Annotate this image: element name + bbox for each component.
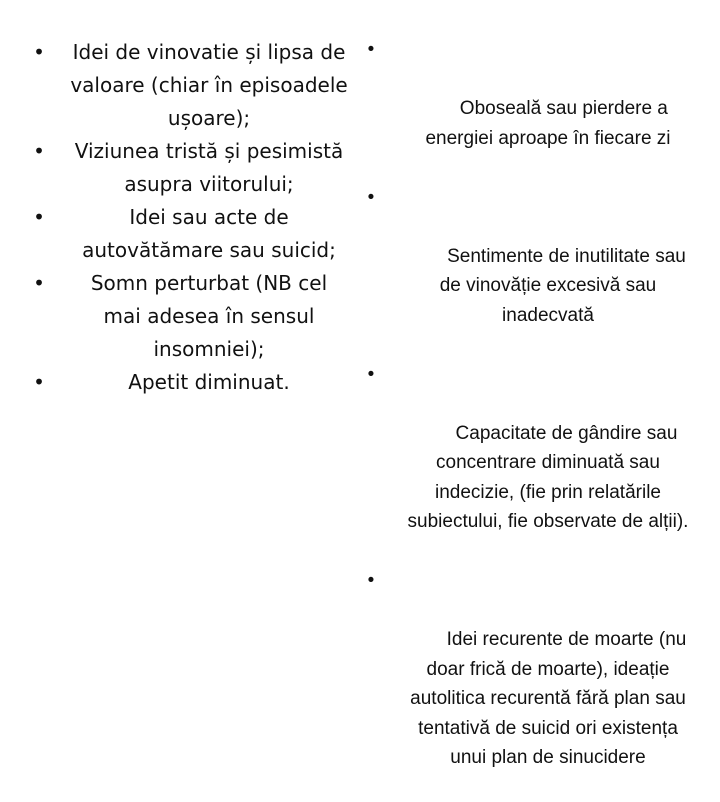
list-item-text: Idei recurente de moarte (nu doar frică de moarte), ideație autolitica recurentă fără plan sau tentativă de suicid ori existența unui plan de sinucidere [410, 629, 692, 768]
bullet-icon: • [33, 139, 45, 163]
list-item [28, 201, 348, 267]
bullet-icon: • [367, 186, 375, 208]
list-item-text: Viziunea tristă și pesimistă asupra viitorului; [74, 139, 344, 196]
list-item-text: Oboseală sau pierdere a energiei aproape în fiecare zi [425, 98, 674, 149]
bullet-icon: • [367, 363, 375, 385]
bullet-icon: • [367, 39, 375, 60]
bullet-icon: • [33, 205, 45, 229]
list-item-text: Idei sau acte de autovătămare sau suicid; [82, 205, 336, 262]
list-item [28, 267, 348, 366]
bullet-icon: • [367, 570, 375, 591]
list-item [362, 566, 698, 802]
list-item [362, 35, 698, 183]
bullet-icon: • [33, 40, 45, 64]
list-item-text: Apetit diminuat. [128, 370, 290, 394]
bullet-icon: • [33, 271, 45, 295]
list-item [28, 366, 348, 399]
list-item [362, 360, 698, 567]
left-bullet-list [28, 36, 348, 399]
list-item [362, 183, 698, 360]
list-item-text: Idei de vinovatie și lipsa de valoare (chiar în episoadele ușoare); [70, 40, 348, 130]
list-item-text: Capacitate de gândire sau concentrare diminuată sau indecizie, (fie prin relatările subiectului, fie observate de alții). [407, 422, 689, 532]
list-item [28, 135, 348, 201]
list-item [28, 36, 348, 135]
right-bullet-list [362, 35, 698, 802]
list-item-text: Sentimente de inutilitate sau de vinovăție excesivă sau inadecvată [439, 245, 692, 326]
list-item-text: Somn perturbat (NB cel mai adesea în sensul insomniei); [90, 271, 328, 361]
bullet-icon: • [33, 370, 45, 394]
